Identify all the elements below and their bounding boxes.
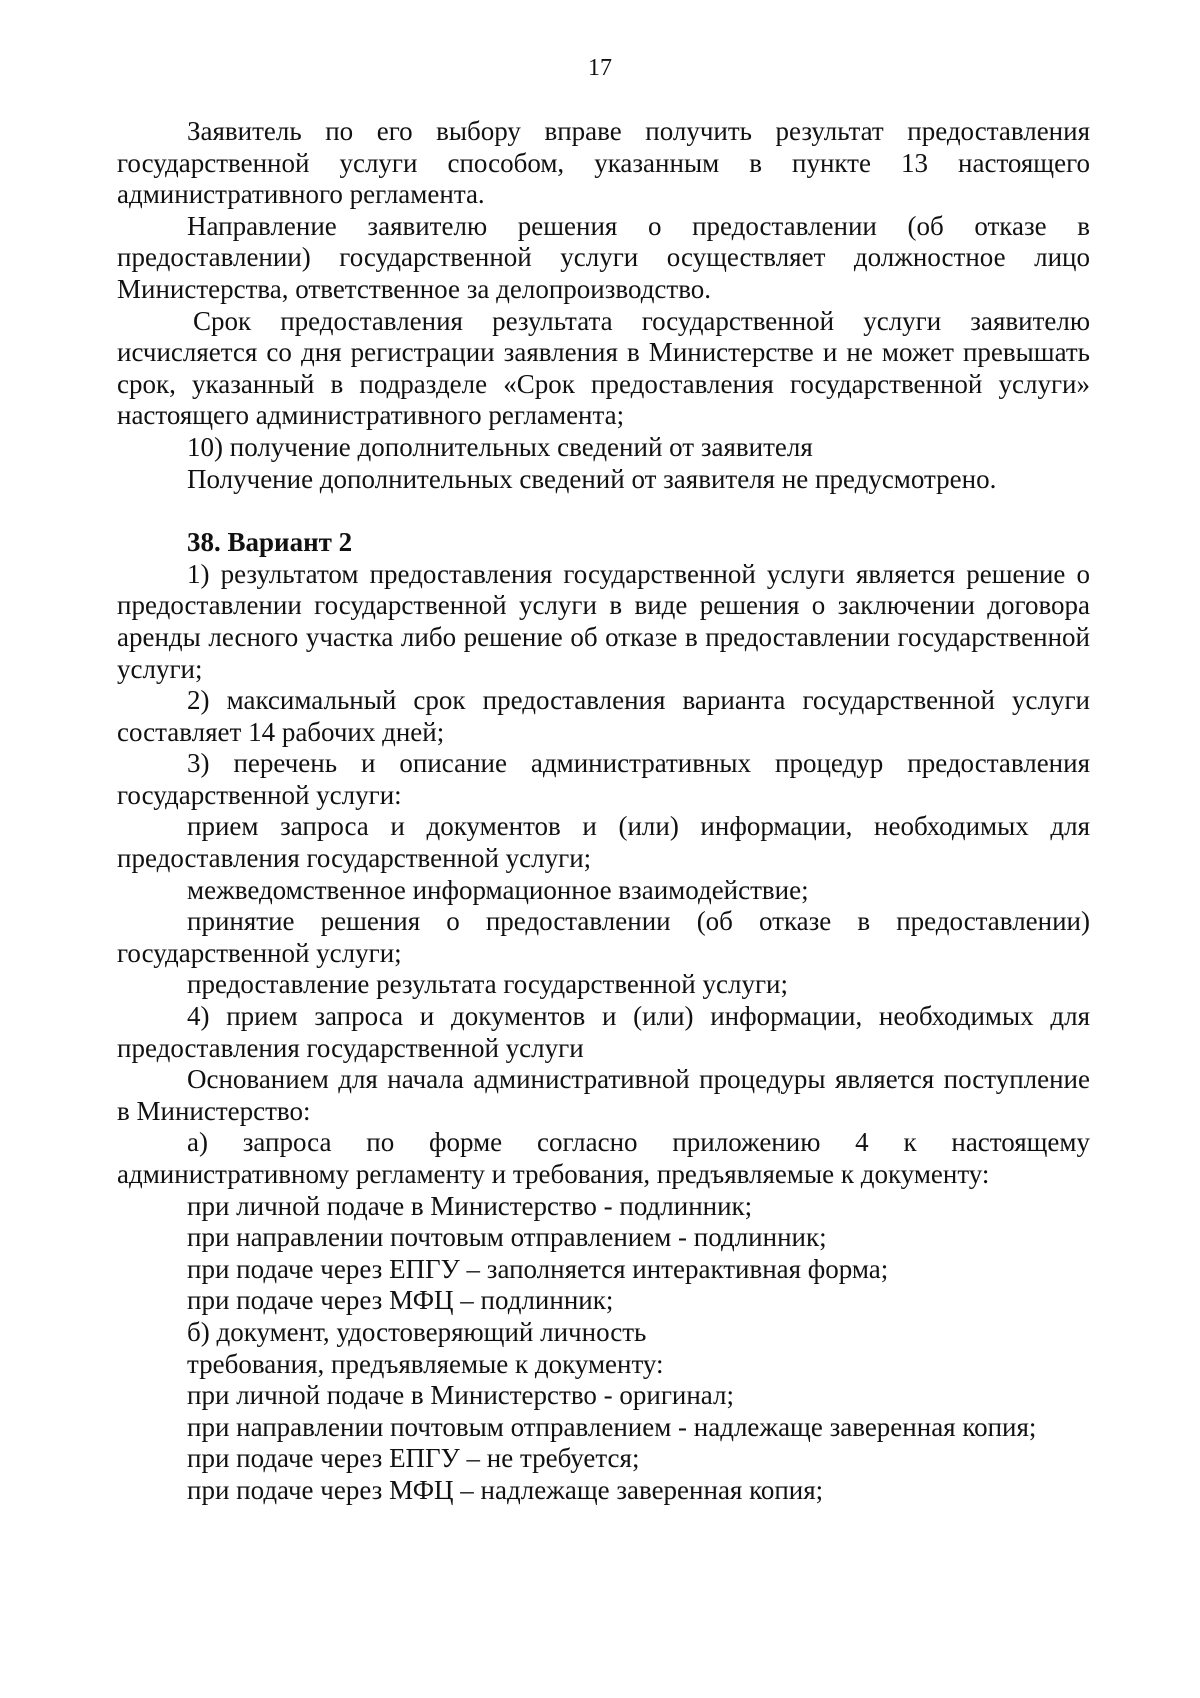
page-number: 17 (588, 55, 612, 81)
paragraph: при подаче через ЕПГУ – не требуется; (187, 1443, 640, 1474)
paragraph: 4) прием запроса и документов и (или) информации, необходимых для предоставления государственной услуги (117, 1001, 1090, 1063)
paragraph: при личной подаче в Министерство - подлинник; (187, 1190, 753, 1221)
paragraph: при направлении почтовым отправлением - надлежаще заверенная копия; (187, 1411, 1037, 1442)
paragraph: Направление заявителю решения о предоставлении (об отказе в предоставлении) государственной услуги осуществляет должностное лицо Министерства, ответственное за делопроизводство. (117, 210, 1090, 304)
document-body (117, 116, 1090, 1507)
paragraph: прием запроса и документов и (или) информации, необходимых для предоставления государственной услуги; (117, 811, 1090, 874)
paragraph: Срок предоставления результата государственной услуги заявителю исчисляется со дня регистрации заявления в Министерстве и не может превышать срок, указанный в подразделе «Срок предоставления государственной услуги» настоящего административного регламента; (117, 305, 1090, 431)
paragraph: 1) результатом предоставления государственной услуги является решение о предоставлении государственной услуги в виде решения о заключении договора аренды лесного участка либо решение об отказе в предоставлении государственной услуги; (117, 558, 1090, 684)
paragraph: Получение дополнительных сведений от заявителя не предусмотрено. (187, 463, 997, 494)
paragraph: при личной подаче в Министерство - оригинал; (187, 1380, 735, 1411)
paragraph: б) документ, удостоверяющий личность (187, 1316, 647, 1347)
paragraph: межведомственное информационное взаимодействие; (187, 874, 809, 905)
paragraph: при подаче через ЕПГУ – заполняется интерактивная форма; (187, 1253, 889, 1284)
paragraph: а) запроса по форме согласно приложению 4 к настоящему административному регламенту и требования, предъявляемые к документу: (117, 1127, 1090, 1189)
paragraph: при направлении почтовым отправлением - подлинник; (187, 1222, 827, 1253)
section-spacer (117, 495, 1090, 527)
paragraph: 2) максимальный срок предоставления варианта государственной услуги составляет 14 рабочих дней; (117, 685, 1090, 747)
section-heading: 38. Вариант 2 (187, 527, 353, 558)
paragraph: предоставление результата государственной услуги; (187, 969, 788, 1000)
paragraph: принятие решения о предоставлении (об отказе в предоставлении) государственной услуги; (117, 906, 1090, 968)
paragraph: при подаче через МФЦ – надлежаще заверенная копия; (187, 1474, 824, 1505)
paragraph: Заявитель по его выбору вправе получить результат предоставления государственной услуги способом, указанным в пункте 13 настоящего административного регламента. (117, 116, 1090, 210)
paragraph: 3) перечень и описание административных процедур предоставления государственной услуги: (117, 748, 1090, 810)
paragraph: при подаче через МФЦ – подлинник; (187, 1285, 614, 1316)
paragraph: Основанием для начала административной процедуры является поступление в Министерство: (117, 1064, 1090, 1126)
paragraph: 10) получение дополнительных сведений от заявителя (187, 431, 813, 462)
paragraph: требования, предъявляемые к документу: (187, 1348, 664, 1379)
